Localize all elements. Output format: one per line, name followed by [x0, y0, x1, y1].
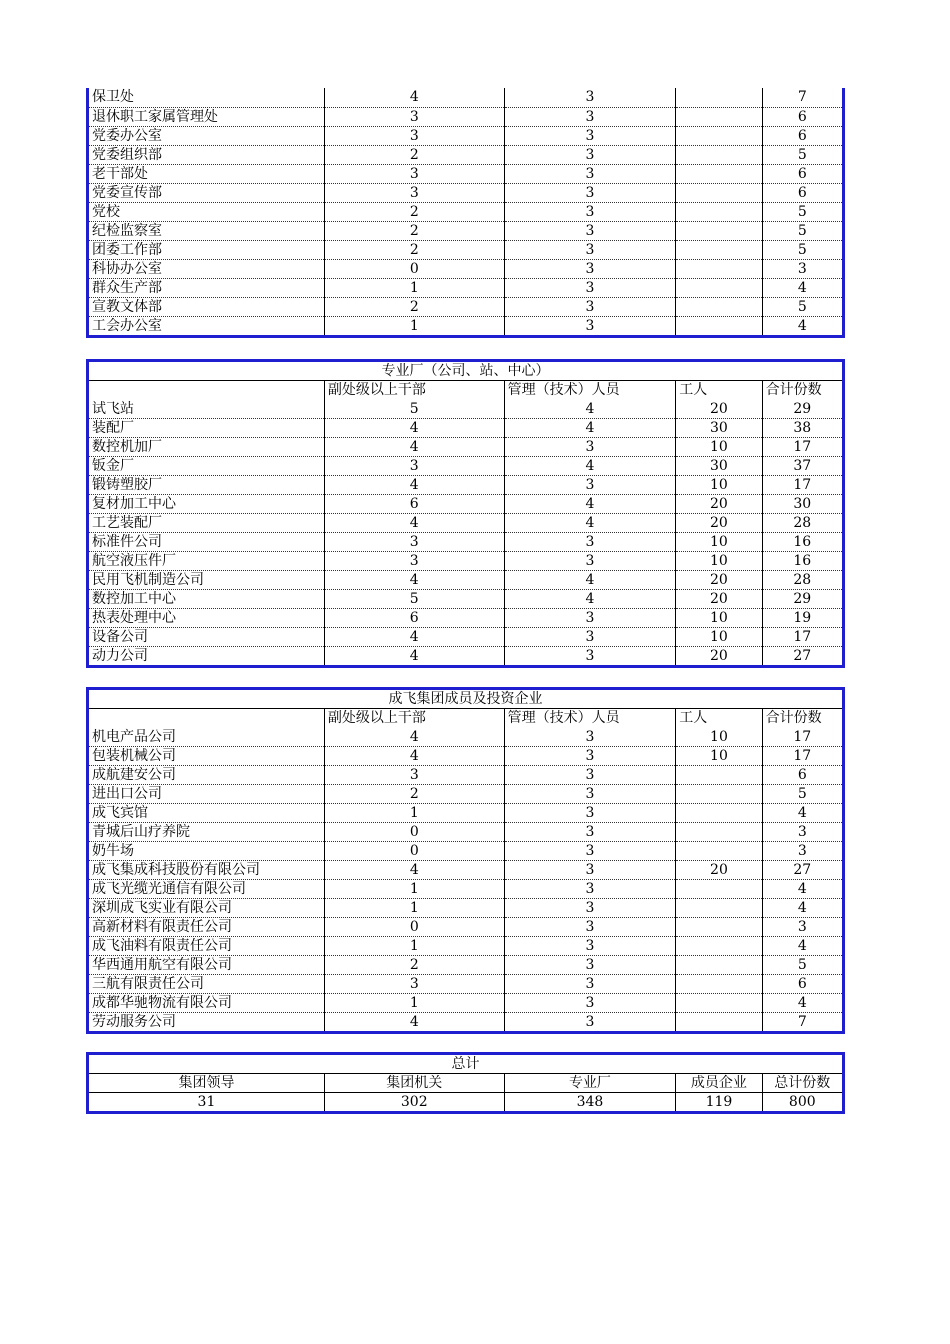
row-value-cell — [676, 221, 762, 240]
member-enterprise-table — [86, 687, 845, 1034]
row-value-cell: 3 — [504, 609, 676, 628]
total-value: 119 — [676, 1093, 762, 1113]
row-value-cell: 4 — [324, 647, 504, 667]
row-value-cell: 29 — [762, 590, 843, 609]
factory-rows — [88, 400, 844, 667]
row-value-cell: 3 — [762, 842, 843, 861]
row-name-cell: 三航有限责任公司 — [88, 975, 325, 994]
row-value-cell: 1 — [324, 278, 504, 297]
row-name-cell: 奶牛场 — [88, 842, 325, 861]
row-value-cell: 3 — [504, 994, 676, 1013]
row-value-cell: 3 — [504, 202, 676, 221]
row-value-cell: 10 — [676, 728, 762, 747]
total-value: 348 — [504, 1093, 676, 1113]
row-name-cell: 复材加工中心 — [88, 495, 325, 514]
factory-table-body — [88, 361, 844, 400]
row-name-cell: 团委工作部 — [88, 240, 325, 259]
header-row — [88, 1074, 844, 1093]
row-value-cell: 3 — [504, 804, 676, 823]
row-value-cell: 17 — [762, 476, 843, 495]
row-value-cell: 4 — [762, 994, 843, 1013]
row-value-cell: 2 — [324, 785, 504, 804]
table-row — [88, 552, 844, 571]
row-value-cell: 4 — [762, 316, 843, 336]
row-name-cell: 包装机械公司 — [88, 747, 325, 766]
table-row — [88, 823, 844, 842]
row-name-cell: 成航建安公司 — [88, 766, 325, 785]
row-value-cell: 3 — [504, 107, 676, 126]
row-value-cell — [676, 145, 762, 164]
row-value-cell: 6 — [762, 164, 843, 183]
row-name-cell: 青城后山疗养院 — [88, 823, 325, 842]
row-value-cell: 6 — [762, 126, 843, 145]
row-value-cell: 3 — [762, 823, 843, 842]
row-name-cell: 锻铸塑胶厂 — [88, 476, 325, 495]
row-value-cell — [676, 183, 762, 202]
row-value-cell: 5 — [324, 400, 504, 419]
row-value-cell: 10 — [676, 476, 762, 495]
row-value-cell: 3 — [504, 647, 676, 667]
row-value-cell: 4 — [504, 457, 676, 476]
table-row — [88, 956, 844, 975]
row-value-cell — [676, 975, 762, 994]
row-value-cell: 6 — [324, 609, 504, 628]
row-value-cell — [676, 785, 762, 804]
row-name-cell: 动力公司 — [92, 648, 148, 664]
row-value-cell: 5 — [762, 145, 843, 164]
row-value-cell: 10 — [676, 438, 762, 457]
row-value-cell: 6 — [324, 495, 504, 514]
row-value-cell: 28 — [762, 571, 843, 590]
table-row — [88, 609, 844, 628]
row-value-cell: 4 — [324, 571, 504, 590]
row-name-cell: 党委宣传部 — [88, 183, 325, 202]
header-cell: 集团领导 — [88, 1074, 325, 1093]
row-value-cell — [676, 937, 762, 956]
row-name-cell: 数控机加厂 — [88, 438, 325, 457]
totals-values-row — [88, 1093, 844, 1113]
row-value-cell: 20 — [676, 861, 762, 880]
row-value-cell: 29 — [762, 400, 843, 419]
row-value-cell: 3 — [504, 533, 676, 552]
row-name-cell: 成飞光缆光通信有限公司 — [88, 880, 325, 899]
row-value-cell: 2 — [324, 240, 504, 259]
row-value-cell — [676, 956, 762, 975]
row-value-cell: 4 — [762, 937, 843, 956]
row-value-cell: 3 — [504, 956, 676, 975]
table-row — [88, 628, 844, 647]
row-value-cell — [676, 88, 762, 107]
header-cell: 合计份数 — [762, 381, 843, 400]
row-value-cell: 16 — [762, 552, 843, 571]
table-row — [88, 495, 844, 514]
row-value-cell: 3 — [504, 164, 676, 183]
table-title-row — [88, 1054, 844, 1074]
row-name-cell: 工会办公室 — [92, 317, 162, 334]
row-value-cell: 3 — [504, 88, 676, 107]
table-title: 成飞集团成员及投资企业 — [88, 689, 844, 709]
row-value-cell: 7 — [762, 1013, 843, 1033]
table-row — [88, 145, 844, 164]
row-value-cell: 3 — [504, 861, 676, 880]
row-name-cell: 深圳成飞实业有限公司 — [88, 899, 325, 918]
header-cell: 集团机关 — [324, 1074, 504, 1093]
row-name-cell: 机电产品公司 — [88, 728, 325, 747]
table-row — [88, 785, 844, 804]
row-name-cell: 华西通用航空有限公司 — [88, 956, 325, 975]
header-cell — [88, 381, 325, 400]
row-value-cell: 28 — [762, 514, 843, 533]
row-value-cell: 4 — [504, 400, 676, 419]
row-value-cell: 3 — [504, 552, 676, 571]
row-name-cell: 成飞集成科技股份有限公司 — [88, 861, 325, 880]
row-value-cell: 20 — [676, 571, 762, 590]
row-value-cell: 4 — [324, 861, 504, 880]
row-value-cell: 37 — [762, 457, 843, 476]
factory-table — [86, 359, 845, 668]
table-row — [88, 126, 844, 145]
row-value-cell: 19 — [762, 609, 843, 628]
row-value-cell: 10 — [676, 533, 762, 552]
row-name-cell: 党委组织部 — [88, 145, 325, 164]
row-value-cell: 38 — [762, 419, 843, 438]
row-value-cell: 4 — [762, 278, 843, 297]
header-cell: 成员企业 — [676, 1074, 762, 1093]
row-value-cell: 3 — [504, 183, 676, 202]
table-row — [88, 590, 844, 609]
row-value-cell: 3 — [504, 278, 676, 297]
row-name-cell: 成飞油料有限责任公司 — [88, 937, 325, 956]
row-name-cell: 成飞宾馆 — [88, 804, 325, 823]
row-value-cell: 30 — [762, 495, 843, 514]
row-name-cell: 热表处理中心 — [88, 609, 325, 628]
row-value-cell: 3 — [504, 918, 676, 937]
row-value-cell — [676, 766, 762, 785]
row-value-cell: 27 — [762, 647, 843, 667]
row-value-cell: 3 — [504, 766, 676, 785]
table-row — [88, 240, 844, 259]
row-name-cell: 退休职工家属管理处 — [88, 107, 325, 126]
row-value-cell: 4 — [504, 419, 676, 438]
table-row — [88, 571, 844, 590]
row-value-cell: 10 — [676, 628, 762, 647]
row-value-cell — [676, 297, 762, 316]
row-name-cell: 设备公司 — [88, 628, 325, 647]
row-value-cell: 6 — [762, 107, 843, 126]
row-value-cell: 17 — [762, 728, 843, 747]
total-value: 800 — [762, 1093, 843, 1113]
row-value-cell — [676, 842, 762, 861]
row-value-cell: 4 — [324, 476, 504, 495]
table-row — [88, 975, 844, 994]
table-row — [88, 647, 844, 667]
row-name-cell: 工艺装配厂 — [88, 514, 325, 533]
row-value-cell: 17 — [762, 438, 843, 457]
row-value-cell — [676, 164, 762, 183]
row-value-cell: 3 — [504, 221, 676, 240]
row-name-cell: 试飞站 — [88, 400, 325, 419]
row-value-cell — [676, 994, 762, 1013]
table-row — [88, 861, 844, 880]
table-row — [88, 202, 844, 221]
header-cell: 专业厂 — [504, 1074, 676, 1093]
header-cell: 管理（技术）人员 — [504, 381, 676, 400]
row-value-cell: 3 — [324, 552, 504, 571]
row-value-cell: 17 — [762, 747, 843, 766]
table-row — [88, 880, 844, 899]
table-row — [88, 533, 844, 552]
table-row — [88, 918, 844, 937]
row-value-cell: 5 — [762, 785, 843, 804]
header-cell: 管理（技术）人员 — [504, 709, 676, 728]
row-name-cell: 标准件公司 — [88, 533, 325, 552]
row-value-cell: 4 — [504, 514, 676, 533]
row-value-cell: 5 — [762, 221, 843, 240]
row-value-cell: 16 — [762, 533, 843, 552]
row-value-cell: 4 — [324, 628, 504, 647]
table-row — [88, 937, 844, 956]
row-value-cell: 5 — [762, 297, 843, 316]
row-value-cell: 3 — [504, 747, 676, 766]
row-value-cell: 6 — [762, 183, 843, 202]
row-value-cell: 7 — [762, 88, 843, 107]
table-title-row — [88, 361, 844, 381]
row-name-cell: 老干部处 — [88, 164, 325, 183]
table-row — [88, 278, 844, 297]
row-value-cell: 0 — [324, 823, 504, 842]
row-value-cell: 30 — [676, 457, 762, 476]
row-value-cell: 5 — [762, 202, 843, 221]
row-value-cell: 0 — [324, 259, 504, 278]
table-row — [88, 88, 844, 107]
row-value-cell: 3 — [762, 259, 843, 278]
row-name-cell: 成都华驰物流有限公司 — [88, 994, 325, 1013]
table-row — [88, 899, 844, 918]
header-cell: 副处级以上干部 — [324, 709, 504, 728]
total-value: 302 — [324, 1093, 504, 1113]
totals-table — [86, 1052, 845, 1114]
row-value-cell: 10 — [676, 552, 762, 571]
row-value-cell — [676, 899, 762, 918]
row-value-cell: 3 — [504, 476, 676, 495]
table-title: 总计 — [88, 1054, 844, 1074]
table-title: 专业厂（公司、站、中心） — [88, 361, 844, 381]
row-name-cell: 高新材料有限责任公司 — [88, 918, 325, 937]
member-enterprise-rows — [88, 728, 844, 1033]
row-value-cell: 30 — [676, 419, 762, 438]
table-title-row — [88, 689, 844, 709]
row-value-cell — [676, 1013, 762, 1033]
table-row — [88, 259, 844, 278]
row-value-cell: 17 — [762, 628, 843, 647]
table-row — [88, 438, 844, 457]
table-row — [88, 766, 844, 785]
table-row — [88, 164, 844, 183]
row-value-cell: 20 — [676, 495, 762, 514]
row-value-cell: 20 — [676, 647, 762, 667]
row-value-cell: 3 — [324, 107, 504, 126]
header-cell — [88, 709, 325, 728]
table-row — [88, 457, 844, 476]
row-value-cell: 1 — [324, 880, 504, 899]
row-value-cell: 4 — [324, 438, 504, 457]
row-value-cell: 3 — [504, 785, 676, 804]
row-value-cell: 27 — [762, 861, 843, 880]
row-value-cell: 3 — [504, 240, 676, 259]
row-value-cell — [676, 804, 762, 823]
row-value-cell: 1 — [324, 937, 504, 956]
row-value-cell: 20 — [676, 590, 762, 609]
row-value-cell: 3 — [504, 628, 676, 647]
table-row — [88, 183, 844, 202]
department-table — [86, 88, 845, 338]
row-value-cell: 3 — [324, 457, 504, 476]
row-value-cell: 4 — [762, 899, 843, 918]
row-value-cell: 3 — [504, 880, 676, 899]
header-cell: 总计份数 — [762, 1074, 843, 1093]
row-value-cell — [676, 202, 762, 221]
row-value-cell — [676, 240, 762, 259]
row-value-cell: 10 — [676, 747, 762, 766]
row-value-cell: 3 — [504, 126, 676, 145]
table-row — [88, 400, 844, 419]
row-value-cell: 2 — [324, 221, 504, 240]
row-value-cell: 4 — [762, 880, 843, 899]
row-name-cell: 科协办公室 — [88, 259, 325, 278]
header-row — [88, 381, 844, 400]
row-value-cell — [676, 880, 762, 899]
header-cell: 合计份数 — [762, 709, 843, 728]
row-value-cell: 1 — [324, 316, 504, 336]
row-value-cell: 3 — [504, 937, 676, 956]
row-value-cell: 3 — [762, 918, 843, 937]
row-value-cell: 10 — [676, 609, 762, 628]
member-enterprise-header — [88, 689, 844, 728]
table-row — [88, 221, 844, 240]
row-value-cell: 1 — [324, 899, 504, 918]
row-value-cell — [676, 259, 762, 278]
row-value-cell: 20 — [676, 514, 762, 533]
row-value-cell: 2 — [324, 297, 504, 316]
row-value-cell: 2 — [324, 145, 504, 164]
row-value-cell: 4 — [324, 514, 504, 533]
row-value-cell: 4 — [324, 419, 504, 438]
row-value-cell — [676, 316, 762, 336]
table-row — [88, 994, 844, 1013]
table-row — [88, 804, 844, 823]
row-value-cell: 4 — [324, 747, 504, 766]
row-value-cell: 3 — [324, 183, 504, 202]
row-value-cell: 5 — [762, 240, 843, 259]
row-value-cell: 2 — [324, 956, 504, 975]
table-row — [88, 728, 844, 747]
department-table-body — [88, 88, 844, 336]
row-name-cell: 进出口公司 — [88, 785, 325, 804]
row-value-cell: 0 — [324, 918, 504, 937]
row-value-cell: 4 — [504, 571, 676, 590]
header-cell: 工人 — [676, 709, 762, 728]
row-value-cell: 3 — [504, 297, 676, 316]
row-name-cell: 党校 — [88, 202, 325, 221]
row-value-cell — [676, 823, 762, 842]
row-value-cell: 3 — [504, 145, 676, 164]
row-value-cell: 3 — [504, 259, 676, 278]
header-cell: 副处级以上干部 — [324, 381, 504, 400]
table-row — [88, 297, 844, 316]
row-value-cell: 4 — [504, 590, 676, 609]
row-name-cell: 纪检监察室 — [88, 221, 325, 240]
row-value-cell: 5 — [762, 956, 843, 975]
row-value-cell: 6 — [762, 766, 843, 785]
table-row — [88, 419, 844, 438]
row-value-cell: 4 — [504, 495, 676, 514]
table-row — [88, 1013, 844, 1033]
row-name-cell: 保卫处 — [88, 88, 325, 107]
row-name-cell: 党委办公室 — [88, 126, 325, 145]
row-value-cell: 3 — [504, 975, 676, 994]
table-row — [88, 107, 844, 126]
row-value-cell: 3 — [324, 766, 504, 785]
row-value-cell — [676, 918, 762, 937]
row-value-cell: 4 — [324, 728, 504, 747]
row-value-cell: 1 — [324, 804, 504, 823]
row-name-cell: 劳动服务公司 — [92, 1014, 176, 1030]
row-value-cell: 3 — [324, 533, 504, 552]
row-value-cell: 4 — [762, 804, 843, 823]
row-value-cell — [676, 107, 762, 126]
row-value-cell: 3 — [324, 975, 504, 994]
row-value-cell: 3 — [504, 842, 676, 861]
total-value: 31 — [88, 1093, 325, 1113]
row-value-cell: 5 — [324, 590, 504, 609]
row-name-cell: 群众生产部 — [88, 278, 325, 297]
row-value-cell — [676, 278, 762, 297]
row-value-cell: 3 — [504, 316, 676, 336]
row-value-cell: 3 — [504, 728, 676, 747]
row-value-cell: 4 — [324, 1013, 504, 1033]
row-value-cell: 3 — [504, 823, 676, 842]
table-row — [88, 476, 844, 495]
header-row — [88, 709, 844, 728]
row-value-cell: 2 — [324, 202, 504, 221]
row-value-cell: 3 — [504, 899, 676, 918]
row-name-cell: 宣教文体部 — [88, 297, 325, 316]
row-value-cell — [676, 126, 762, 145]
row-value-cell: 3 — [504, 438, 676, 457]
row-value-cell: 0 — [324, 842, 504, 861]
row-value-cell: 6 — [762, 975, 843, 994]
row-value-cell: 1 — [324, 994, 504, 1013]
table-row — [88, 316, 844, 336]
row-name-cell: 民用飞机制造公司 — [88, 571, 325, 590]
row-value-cell: 3 — [324, 126, 504, 145]
row-name-cell: 航空液压件厂 — [88, 552, 325, 571]
table-row — [88, 514, 844, 533]
row-value-cell: 3 — [324, 164, 504, 183]
table-row — [88, 747, 844, 766]
row-name-cell: 钣金厂 — [88, 457, 325, 476]
header-cell: 工人 — [676, 381, 762, 400]
row-name-cell: 数控加工中心 — [88, 590, 325, 609]
row-value-cell: 3 — [504, 1013, 676, 1033]
row-value-cell: 4 — [324, 88, 504, 107]
table-row — [88, 842, 844, 861]
row-name-cell: 装配厂 — [88, 419, 325, 438]
row-value-cell: 20 — [676, 400, 762, 419]
totals-table-body — [88, 1054, 844, 1113]
